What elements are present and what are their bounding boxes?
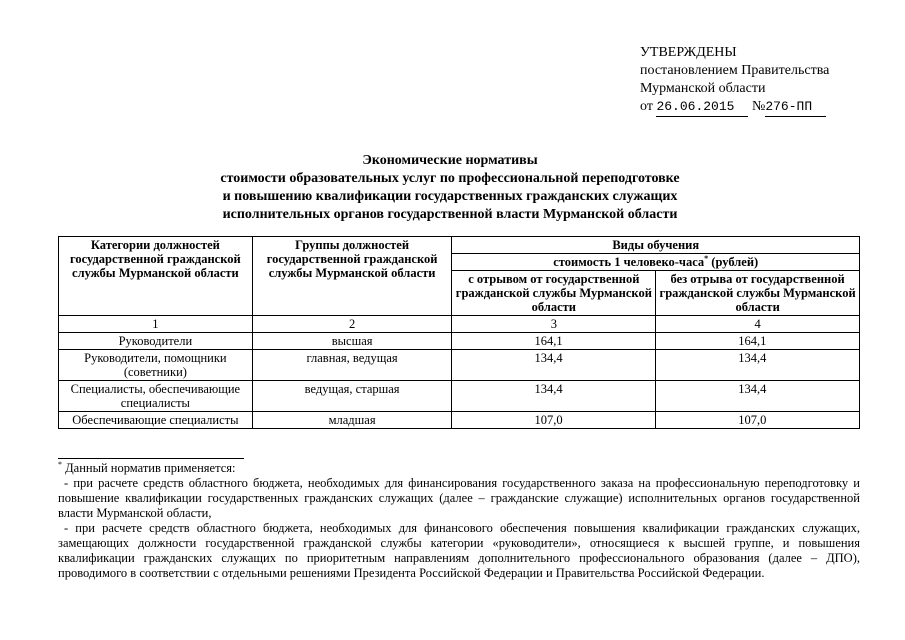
document-title [60, 152, 840, 224]
header-cost-mark: * [704, 253, 709, 263]
column-numbers-row [59, 316, 860, 333]
footnote-intro [58, 461, 860, 476]
header-training-types: Виды обучения [452, 237, 860, 254]
title-line-2: стоимости образовательных услуг по профессиональной переподготовке [220, 171, 680, 186]
norms-table [58, 236, 860, 429]
title-line-4: исполнительных органов государственной власти Мурманской области [222, 207, 678, 222]
footnote-paragraph-1: - при расчете средств областного бюджета, необходимых для финансирования государственного заказа на профессиональную переподготовку и повышение квалификации государственных гражданских служащих (далее – гражданские служащие) исполнительных органов государственной власти Мурманской области, [58, 476, 860, 520]
category-cell: Руководители, помощники (советники) [59, 350, 253, 381]
group-cell: ведущая, старшая [252, 381, 452, 412]
category-cell: Специалисты, обеспечивающие специалисты [59, 381, 253, 412]
header-cost [452, 254, 860, 271]
header-cost-unit: (рублей) [708, 255, 759, 269]
footnote-divider [58, 458, 244, 459]
group-cell: главная, ведущая [252, 350, 452, 381]
approval-block [640, 44, 829, 117]
footnote-intro-text: Данный норматив применяется: [62, 461, 236, 475]
column-number: 4 [656, 316, 860, 333]
header-row-1 [59, 237, 860, 254]
table-row [59, 381, 860, 412]
header-category: Категории должностей государственной гражданской службы Мурманской области [59, 237, 253, 316]
with-break-cell: 134,4 [452, 350, 656, 381]
with-break-cell: 134,4 [452, 381, 656, 412]
header-cost-label: стоимость 1 человеко-часа [553, 255, 705, 269]
without-break-cell: 107,0 [656, 412, 860, 429]
table-row [59, 412, 860, 429]
approval-resolution: постановлением Правительства [640, 63, 830, 78]
number-prefix: № [751, 99, 766, 114]
title-line-1: Экономические нормативы [362, 153, 538, 168]
footnotes [58, 461, 860, 581]
date-prefix: от [640, 99, 653, 114]
header-with-break: с отрывом от государственной гражданской службы Мурманской области [452, 271, 656, 316]
title-line-3: и повышению квалификации государственных гражданских служащих [222, 189, 678, 204]
column-number: 2 [252, 316, 452, 333]
header-group: Группы должностей государственной гражданской службы Мурманской области [252, 237, 452, 316]
table-row [59, 350, 860, 381]
category-cell: Обеспечивающие специалисты [59, 412, 253, 429]
footnote-mark: * [58, 459, 62, 469]
column-number: 1 [59, 316, 253, 333]
column-number: 3 [452, 316, 656, 333]
footnote-paragraph-2: - при расчете средств областного бюджета, необходимых для финансового обеспечения повышения квалификации гражданских служащих, замещающих должности государственной гражданской службы категории «руководители», относящиеся к высшей группе, и повышения квалификации гражданских служащих по приоритетным направлениям дополнительного профессионального образования (далее – ДПО), проводимого в соответствии с отдельными решениями Президента Российской Федерации и Правительства Российской Федерации. [58, 521, 860, 580]
with-break-cell: 107,0 [452, 412, 656, 429]
with-break-cell: 164,1 [452, 333, 656, 350]
approval-number: 276-ПП [765, 98, 826, 117]
without-break-cell: 134,4 [656, 381, 860, 412]
approval-heading: УТВЕРЖДЕНЫ [640, 45, 737, 60]
category-cell: Руководители [59, 333, 253, 350]
table-row [59, 333, 860, 350]
approval-date-line [640, 98, 829, 117]
approval-date: 26.06.2015 [656, 98, 748, 117]
without-break-cell: 134,4 [656, 350, 860, 381]
header-without-break: без отрыва от государственной гражданской службы Мурманской области [656, 271, 860, 316]
group-cell: младшая [252, 412, 452, 429]
approval-region: Мурманской области [640, 81, 766, 96]
group-cell: высшая [252, 333, 452, 350]
without-break-cell: 164,1 [656, 333, 860, 350]
